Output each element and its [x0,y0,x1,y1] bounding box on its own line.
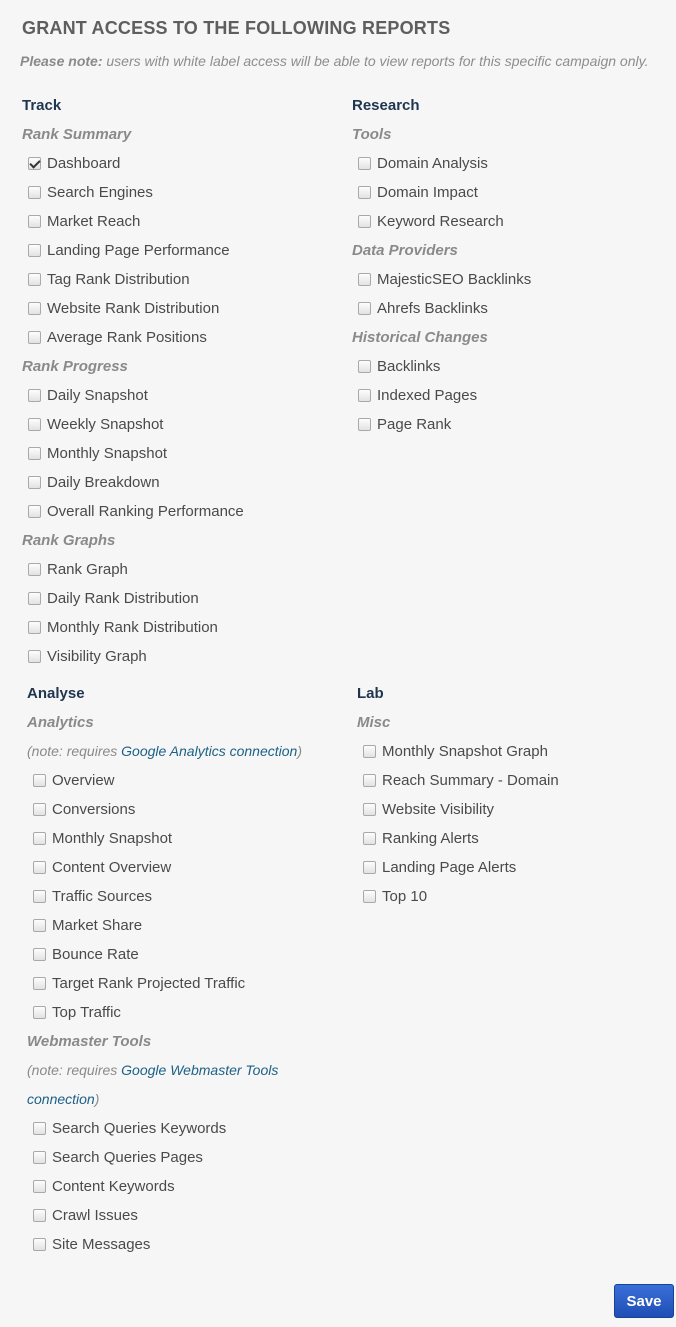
report-option-overview[interactable] [27,766,347,795]
note-prefix: Please note: [20,53,103,69]
group-heading-rank-graphs: Rank Graphs [22,532,116,549]
option-label: Market Share [52,917,143,934]
report-option-search-queries-pages[interactable] [27,1143,347,1172]
checkbox[interactable] [28,563,41,576]
report-option-top-traffic[interactable] [27,998,347,1027]
option-label: Landing Page Performance [47,242,230,259]
option-label: Bounce Rate [52,946,139,963]
note-before: (note: requires [27,743,122,759]
option-label: Overview [52,772,115,789]
checkbox[interactable] [33,1006,46,1019]
checkbox[interactable] [33,832,46,845]
checkbox[interactable] [363,861,376,874]
report-option-bounce-rate[interactable] [27,940,347,969]
checkbox[interactable] [358,273,371,286]
white-label-note [20,53,648,69]
group-heading-misc: Misc [357,714,391,731]
option-label: Monthly Snapshot [47,445,168,462]
connection-link[interactable]: Google Webmaster Tools [121,1062,279,1078]
option-label: Search Engines [47,184,153,201]
option-label: Target Rank Projected Traffic [52,975,246,992]
checkbox[interactable] [28,215,41,228]
checkbox[interactable] [358,215,371,228]
checkbox[interactable] [33,919,46,932]
report-option-conversions[interactable] [27,795,347,824]
group-heading-tools: Tools [352,126,392,143]
report-option-backlinks[interactable] [352,352,672,381]
report-option-website-visibility[interactable] [357,795,676,824]
report-option-average-rank-positions[interactable] [22,323,342,352]
option-label: Reach Summary - Domain [382,772,559,789]
requirement-note [27,1056,347,1085]
option-label: Ahrefs Backlinks [377,300,488,317]
option-label: Average Rank Positions [47,329,207,346]
checkbox[interactable] [28,621,41,634]
option-label: Domain Analysis [377,155,488,172]
analyse-section [27,679,347,1259]
option-label: Rank Graph [47,561,128,578]
report-option-website-rank-distribution[interactable] [22,294,342,323]
option-label: Search Queries Keywords [52,1120,227,1137]
research-section [352,91,672,439]
checkbox[interactable] [33,977,46,990]
checkbox[interactable] [33,948,46,961]
group-heading-rank-summary: Rank Summary [22,126,132,143]
checkbox[interactable] [358,418,371,431]
option-label: Content Overview [52,859,172,876]
checkbox[interactable] [28,302,41,315]
option-label: Overall Ranking Performance [47,503,244,520]
checkbox[interactable] [33,1209,46,1222]
option-label: Weekly Snapshot [47,416,164,433]
report-option-ranking-alerts[interactable] [357,824,676,853]
option-label: Search Queries Pages [52,1149,203,1166]
report-option-monthly-snapshot[interactable] [22,439,342,468]
checkbox[interactable] [363,745,376,758]
checkbox[interactable] [33,890,46,903]
option-label: Traffic Sources [52,888,153,905]
checkbox[interactable] [28,447,41,460]
option-label: Dashboard [47,155,121,172]
checkbox[interactable] [28,331,41,344]
research-heading: Research [352,97,420,114]
option-label: Keyword Research [377,213,504,230]
option-label: Ranking Alerts [382,830,479,847]
page-title: GRANT ACCESS TO THE FOLLOWING REPORTS [22,18,451,38]
checkbox[interactable] [363,774,376,787]
report-option-daily-breakdown[interactable] [22,468,342,497]
report-option-content-keywords[interactable] [27,1172,347,1201]
checkbox[interactable] [28,389,41,402]
connection-link[interactable]: connection [27,1091,95,1107]
option-label: Daily Rank Distribution [47,590,199,607]
report-option-reach-summary-domain[interactable] [357,766,676,795]
report-option-daily-rank-distribution[interactable] [22,584,342,613]
report-option-indexed-pages[interactable] [352,381,672,410]
option-label: Website Rank Distribution [47,300,220,317]
option-label: Daily Snapshot [47,387,148,404]
report-option-landing-page-alerts[interactable] [357,853,676,882]
report-option-monthly-rank-distribution[interactable] [22,613,342,642]
report-option-site-messages[interactable] [27,1230,347,1259]
option-label: Top Traffic [52,1004,121,1021]
report-option-domain-impact[interactable] [352,178,672,207]
checkbox[interactable] [28,505,41,518]
requirement-note [27,1085,347,1114]
option-label: Market Reach [47,213,141,230]
checkbox[interactable] [28,476,41,489]
option-label: Page Rank [377,416,452,433]
option-label: Content Keywords [52,1178,175,1195]
requirement-note [27,737,347,766]
option-label: Indexed Pages [377,387,478,404]
option-label: Landing Page Alerts [382,859,517,876]
checkbox[interactable] [358,360,371,373]
checkbox[interactable] [33,1180,46,1193]
checkbox[interactable] [28,244,41,257]
report-option-weekly-snapshot[interactable] [22,410,342,439]
checkbox[interactable] [363,803,376,816]
option-label: Daily Breakdown [47,474,160,491]
report-option-keyword-research[interactable] [352,207,672,236]
report-option-tag-rank-distribution[interactable] [22,265,342,294]
group-heading-analytics: Analytics [27,714,94,731]
checkbox[interactable] [358,302,371,315]
option-label: Visibility Graph [47,648,147,665]
option-label: Monthly Rank Distribution [47,619,218,636]
checkbox[interactable] [358,186,371,199]
report-option-market-reach[interactable] [22,207,342,236]
checkbox[interactable] [33,1151,46,1164]
option-label: Domain Impact [377,184,478,201]
track-heading: Track [22,97,62,114]
report-option-ahrefs-backlinks[interactable] [352,294,672,323]
group-heading-webmaster-tools: Webmaster Tools [27,1033,152,1050]
checkbox[interactable] [33,803,46,816]
report-option-majesticseo-backlinks[interactable] [352,265,672,294]
checkbox[interactable] [28,186,41,199]
report-option-rank-graph[interactable] [22,555,342,584]
checkbox[interactable] [28,157,41,170]
checkbox[interactable] [363,890,376,903]
report-option-monthly-snapshot-graph[interactable] [357,737,676,766]
report-option-crawl-issues[interactable] [27,1201,347,1230]
option-label: Tag Rank Distribution [47,271,190,288]
checkbox[interactable] [28,273,41,286]
track-section [22,91,342,671]
checkbox[interactable] [28,650,41,663]
checkbox[interactable] [358,157,371,170]
checkbox[interactable] [33,774,46,787]
checkbox[interactable] [33,1122,46,1135]
report-option-top-10[interactable] [357,882,676,911]
checkbox[interactable] [28,418,41,431]
report-option-monthly-snapshot[interactable] [27,824,347,853]
report-option-landing-page-performance[interactable] [22,236,342,265]
group-heading-data-providers: Data Providers [352,242,458,259]
report-option-content-overview[interactable] [27,853,347,882]
option-label: Monthly Snapshot Graph [382,743,548,760]
checkbox[interactable] [358,389,371,402]
report-option-market-share[interactable] [27,911,347,940]
checkbox[interactable] [33,1238,46,1251]
report-option-visibility-graph[interactable] [22,642,342,671]
report-option-search-engines[interactable] [22,178,342,207]
lab-section [357,679,676,911]
checkbox[interactable] [33,861,46,874]
lab-heading: Lab [357,685,384,702]
checkbox[interactable] [28,592,41,605]
option-label: MajesticSEO Backlinks [377,271,532,288]
report-option-traffic-sources[interactable] [27,882,347,911]
option-label: Conversions [52,801,136,818]
option-label: Website Visibility [382,801,494,818]
note-after: ) [94,1091,100,1107]
report-option-dashboard[interactable] [22,149,342,178]
report-option-domain-analysis[interactable] [352,149,672,178]
connection-link[interactable]: Google Analytics connection [121,743,298,759]
report-option-overall-ranking-performance[interactable] [22,497,342,526]
group-heading-rank-progress: Rank Progress [22,358,128,375]
note-after: ) [297,743,302,759]
analyse-heading: Analyse [27,685,85,702]
option-label: Top 10 [382,888,428,905]
note-before: (note: requires [27,1062,122,1078]
option-label: Monthly Snapshot [52,830,173,847]
checkbox[interactable] [363,832,376,845]
report-option-daily-snapshot[interactable] [22,381,342,410]
option-label: Site Messages [52,1236,151,1253]
report-option-target-rank-projected-traffic[interactable] [27,969,347,998]
save-button[interactable]: Save [614,1284,674,1318]
option-label: Crawl Issues [52,1207,138,1224]
report-option-search-queries-keywords[interactable] [27,1114,347,1143]
option-label: Backlinks [377,358,441,375]
note-text: users with white label access will be able to view reports for this specific campaign only. [102,53,649,69]
report-option-page-rank[interactable] [352,410,672,439]
group-heading-historical-changes: Historical Changes [352,329,488,346]
